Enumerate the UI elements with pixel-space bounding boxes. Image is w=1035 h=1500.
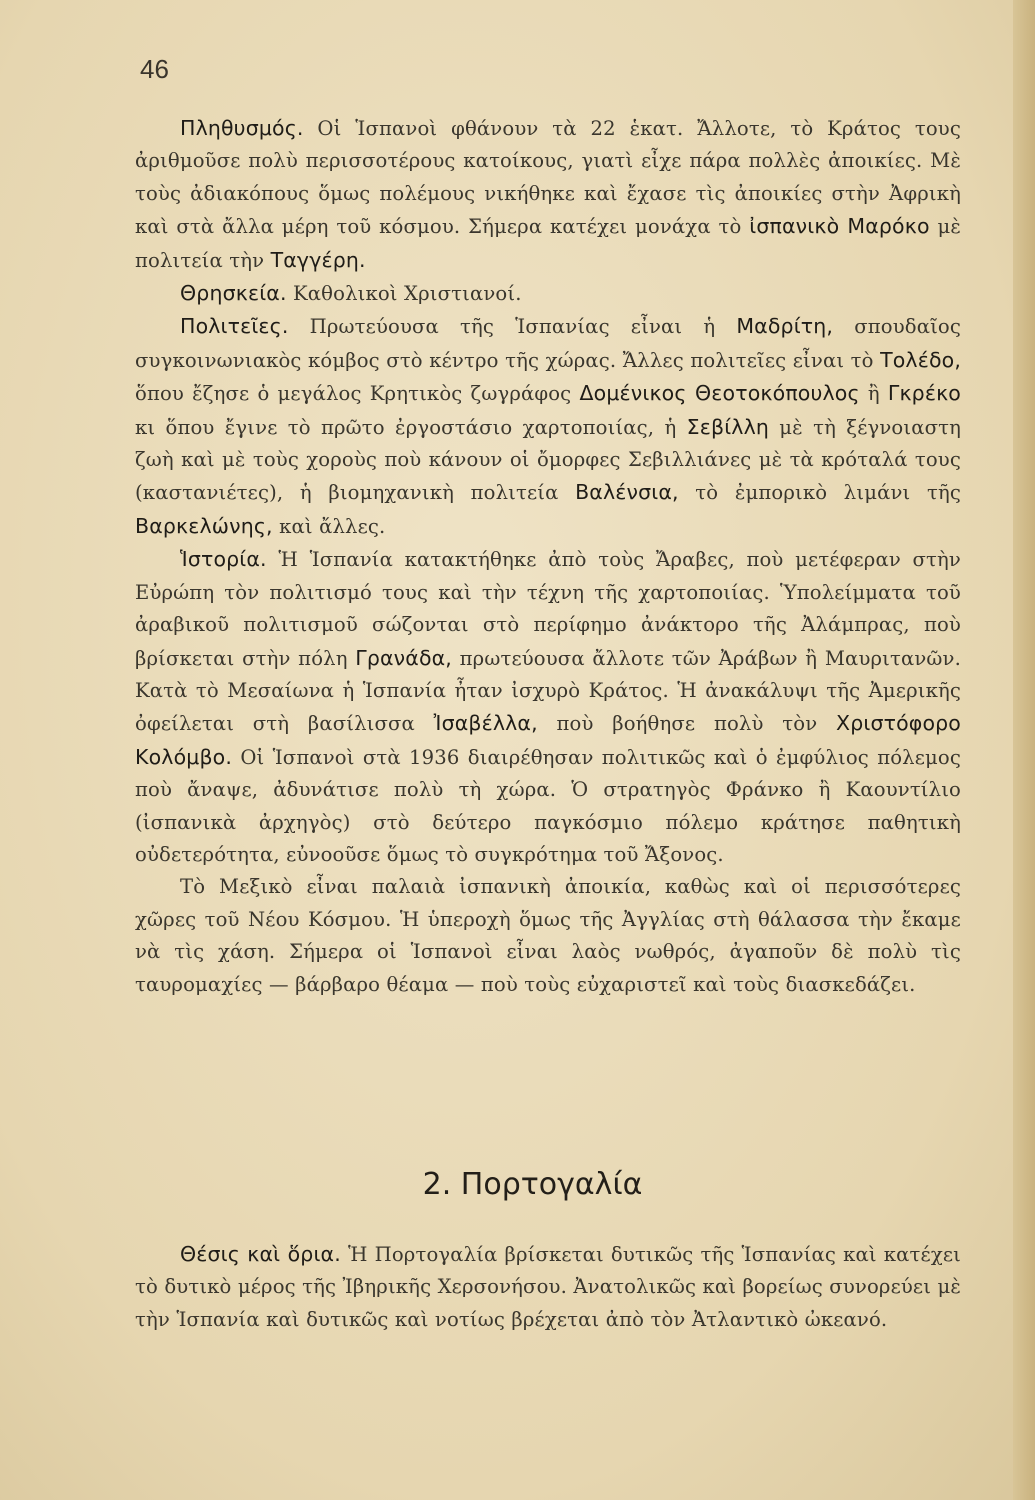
bold-term: Μαδρίτη, [736,314,834,339]
paragraph-religion [135,277,961,310]
bold-term: Δομένικος Θεοτοκόπουλος [579,381,860,406]
text-run: μὲ πολιτεία τὴν [135,215,961,272]
paragraph-cities [135,310,961,543]
bold-term: Πληθυσμός. [180,116,304,140]
bold-term: Ἰσαβέλλα, [433,711,538,736]
text-run: Τὸ Μεξικὸ εἶναι παλαιὰ ἰσπανικὴ ἀποικία, καθὼς καὶ οἱ περισσότερες χῶρες τοῦ Νέου Κόσμου. Ἡ ὑπεροχὴ ὅμως τῆς Ἀγγλίας στὴ θάλασσα τὴν ἔκαμε νὰ τὶς χάση. Σήμερα οἱ Ἱσπανοὶ εἶναι λαὸς νωθρός, ἀγαποῦν δὲ πολὺ τὶς ταυρομαχίες — βάρβαρο θέαμα — ποὺ τοὺς εὐχαριστεῖ καὶ τοὺς διασκεδάζει. [135,875,961,996]
text-run: καὶ ἄλλες. [272,514,386,538]
body-text-portugal [135,1238,961,1336]
text-run: ἢ [859,382,888,406]
page-number: 46 [140,54,169,84]
section-heading: 2. Πορτογαλία [422,1167,643,1202]
text-run: Οἱ Ἱσπανοὶ στὰ 1936 διαιρέθησαν πολιτικῶς καὶ ὁ ἐμφύλιος πόλεμος ποὺ ἄναψε, ἀδυνάτισε πολὺ τὴ χώρα. Ὁ στρατηγὸς Φράνκο ἢ Καουντίλιο (ἰσπανικὰ ἀρχηγὸς) στὸ δεύτερο παγκόσμιο πόλεμο κράτησε παθητικὴ οὐδετερότητα, εὐνοοῦσε ὅμως τὸ συγκρότημα τοῦ Ἄξονος. [135,745,961,866]
bold-term: Βαρκελώνης, [135,513,273,538]
paragraph-population [135,112,961,277]
text-run: πρωτεύουσα ἄλλοτε τῶν Ἀράβων ἢ Μαυριτανῶν. Κατὰ τὸ Μεσαίωνα ἡ Ἱσπανία ἦταν ἰσχυρὸ Κράτος. Ἡ ἀνακάλυψι τῆς Ἀμερικῆς ὀφείλεται στὴ βασίλισσα [135,646,962,736]
bold-term: Γρανάδα, [355,645,452,670]
page-edge [1013,0,1035,1500]
text-run: Οἱ Ἱσπανοὶ φθάνουν τὰ 22 ἑκατ. Ἄλλοτε, τὸ Κράτος τους ἀριθμοῦσε πολὺ περισσοτέρους κατοίκους, γιατὶ εἶχε πάρα πολλὲς ἀποικίες. Μὲ τοὺς ἀδιακόπους ὅμως πολέμους νικήθηκε καὶ ἔχασε τὶς ἀποικίες στὴν Ἀφρικὴ καὶ στὰ ἄλλα μέρη τοῦ κόσμου. Σήμερα κατέχει μονάχα τὸ [135,117,961,239]
paragraph-location [135,1238,961,1336]
text-run: Ἡ Ἱσπανία κατακτήθηκε ἀπὸ τοὺς Ἄραβες, ποὺ μετέφεραν στὴν Εὐρώπη τὸν πολιτισμό τους καὶ τὴν τέχνη τῆς χαρτοποιίας. Ὑπολείμματα τοῦ ἀραβικοῦ πολιτισμοῦ σώζονται στὸ περίφημο ἀνάκτορο τῆς Ἀλάμπρας, ποὺ βρίσκεται στὴν πόλη [135,548,961,670]
text-run: μὲ τὴ ξέγνοιαστη ζωὴ καὶ μὲ τοὺς χοροὺς ποὺ κάνουν οἱ ὄμορφες Σεβιλλιάνες μὲ τὰ κρόταλά τους (καστανιέτες), ἡ βιομηχανικὴ πολιτεία [135,415,961,505]
bold-term: Βαλένσια, [575,480,679,505]
bold-term: Τολέδο, [880,347,961,372]
bold-term: Θρησκεία. [180,281,287,306]
text-run: τὸ ἐμπορικὸ λιμάνι τῆς [678,481,961,505]
bold-term: Χριστόφορο Κολόμβο. [135,711,961,769]
text-run: σπουδαῖος συγκοινωνιακὸς κόμβος στὸ κέντρο τῆς χώρας. Ἄλλες πολιτεῖες εἶναι τὸ [135,315,962,372]
paragraph-mexico [135,871,961,1001]
text-run: ὅπου ἔζησε ὁ μεγάλος Κρητικὸς ζωγράφος [135,382,580,406]
text-run: Ἡ Πορτογαλία βρίσκεται δυτικῶς τῆς Ἱσπανίας καὶ κατέχει τὸ δυτικὸ μέρος τῆς Ἰβηρικῆς Χερσονήσου. Ἀνατολικῶς καὶ βορείως συνορεύει μὲ τὴν Ἱσπανία καὶ δυτικῶς καὶ νοτίως βρέχεται ἀπὸ τὸν Ἀτλαντικὸ ὠκεανό. [135,1243,962,1331]
body-text-spain [135,112,961,1001]
text-run: Πρωτεύουσα τῆς Ἱσπανίας εἶναι ἡ [288,315,737,339]
bold-term: ἰσπανικὸ Μαρόκο [749,214,930,239]
bold-term: Γκρέκο [887,381,961,406]
bold-term: Ταγγέρη. [270,247,366,272]
paragraph-history [135,543,961,871]
text-run: ποὺ βοήθησε πολὺ τὸν [537,712,836,736]
bold-term: Ἱστορία. [180,547,267,572]
bold-term: Σεβίλλη [686,414,769,439]
text-run: κι ὅπου ἔγινε τὸ πρῶτο ἐργοστάσιο χαρτοποιίας, ἡ [135,415,687,439]
bold-term: Πολιτεῖες. [180,314,289,339]
text-run: Καθολικοὶ Χριστιανοί. [286,282,522,306]
bold-term: Θέσις καὶ ὅρια. [180,1242,341,1266]
